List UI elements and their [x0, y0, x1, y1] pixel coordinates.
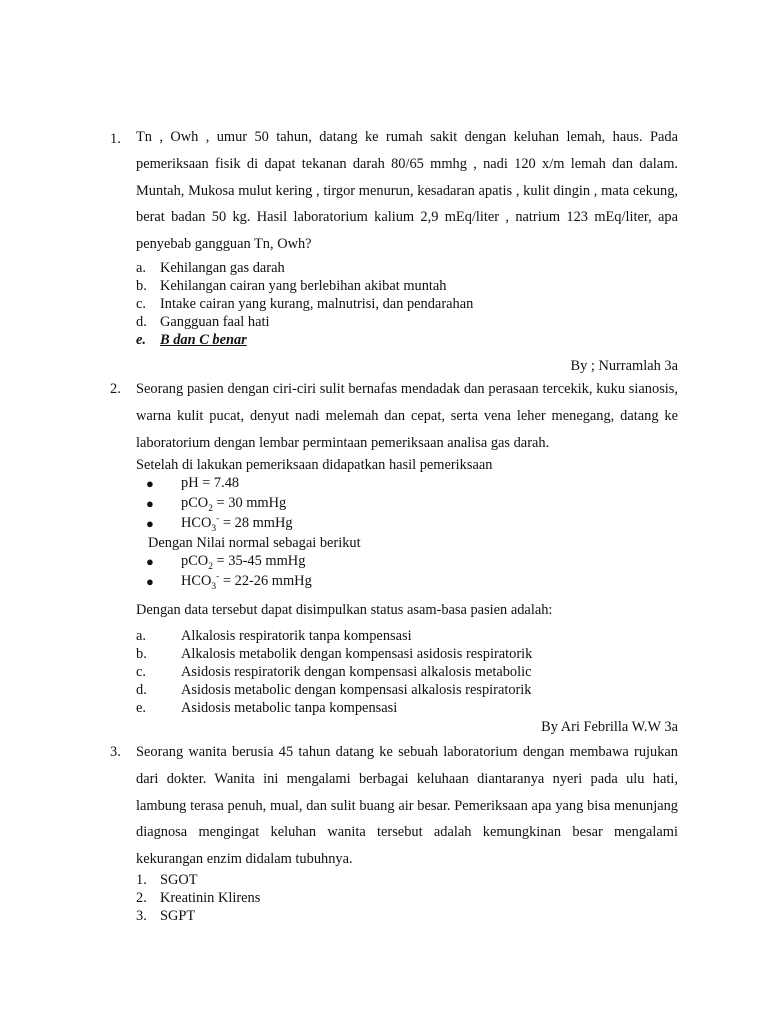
option-a: a. Kehilangan gas darah	[136, 259, 285, 276]
question-2	[110, 381, 678, 736]
result-pco2: ● pCO$_2$ = 30 mmHg	[146, 495, 287, 515]
option-1: 1. SGOT	[136, 871, 198, 888]
bullet-icon: ●	[146, 515, 154, 531]
question-number: 1.	[110, 131, 121, 147]
conclusion-text: Dengan data tersebut dapat disimpulkan status asam-basa pasien adalah:	[136, 602, 553, 619]
author-line: By ; Nurramlah 3a	[570, 357, 678, 374]
option-a: a. Alkalosis respiratorik tanpa kompensasi	[136, 628, 412, 645]
bullet-icon: ●	[146, 476, 154, 492]
option-2: 2. Kreatinin Klirens	[136, 889, 261, 906]
normal-intro: Dengan Nilai normal sebagai berikut	[148, 534, 361, 551]
result-intro: Setelah di lakukan pemeriksaan didapatkan hasil pemeriksaan	[136, 457, 493, 474]
question-number: 3.	[110, 744, 121, 760]
question-stem: Tn , Owh , umur 50 tahun, datang ke rumah sakit dengan keluhan lemah, haus. Pada pemeriksaan fisik di dapat tekanan darah 80/65 mmhg , nadi 120 x/m lemah dan dalam. Muntah, Mukosa mulut kering , tirgor menurun, kesadaran apatis , kulit dingin , mata cekung, berat badan 50 kg. Hasil laboratorium kalium 2,9 mEq/liter , natrium 123 mEq/liter, apa penyebab gangguan Tn, Owh?	[136, 129, 678, 253]
question-1	[110, 131, 678, 375]
option-e: e. Asidosis metabolic tanpa kompensasi	[136, 700, 398, 717]
author-line: By Ari Febrilla W.W 3a	[541, 719, 678, 736]
answer-option-e: e. B dan C benar	[136, 331, 247, 348]
option-c: c. Asidosis respiratorik dengan kompensasi alkalosis metabolic	[136, 664, 532, 681]
normal-pco2: ● pCO$_2$ = 35-45 mmHg	[146, 552, 306, 572]
option-d: d. Gangguan faal hati	[136, 313, 270, 330]
option-c: c. Intake cairan yang kurang, malnutrisi, dan pendarahan	[136, 295, 474, 312]
result-ph: ● pH = 7.48	[136, 474, 678, 494]
option-d: d. Asidosis metabolic dengan kompensasi alkalosis respiratorik	[136, 682, 532, 699]
question-number: 2.	[110, 381, 121, 397]
option-3: 3. SGPT	[136, 907, 196, 924]
question-stem: Seorang wanita berusia 45 tahun datang ke sebuah laboratorium dengan membawa rujukan dari dokter. Wanita ini mengalami berbagai keluhaan diantaranya nyeri pada ulu hati, lambung terasa penuh, mual, dan sulit buang air besar. Pemeriksaan apa yang bisa menunjang diagnosa mengingat keluhan wanita tersebut adalah kemungkinan besar mengalami kekurangan enzim didalam tubuhnya.	[136, 744, 678, 868]
bullet-icon: ●	[146, 573, 154, 589]
bullet-icon: ●	[146, 553, 154, 569]
question-3	[110, 744, 678, 925]
result-hco3: ● $HCO_3^- = 28$ mmHg	[146, 514, 293, 534]
question-stem: Seorang pasien dengan ciri-ciri sulit bernafas mendadak dan perasaan tercekik, kuku sianosis, warna kulit pucat, denyut nadi melemah dan cepat, serta vena leher menegang, datang ke laboratorium dengan lembar permintaan pemeriksaan analisa gas darah.	[136, 381, 678, 451]
normal-hco3: ● $HCO_3^- = 22-26$ mmHg	[146, 571, 312, 592]
option-b: b. Kehilangan cairan yang berlebihan akibat muntah	[136, 277, 447, 294]
bullet-icon: ●	[146, 496, 154, 512]
option-b: b. Alkalosis metabolik dengan kompensasi asidosis respiratorik	[136, 646, 533, 663]
